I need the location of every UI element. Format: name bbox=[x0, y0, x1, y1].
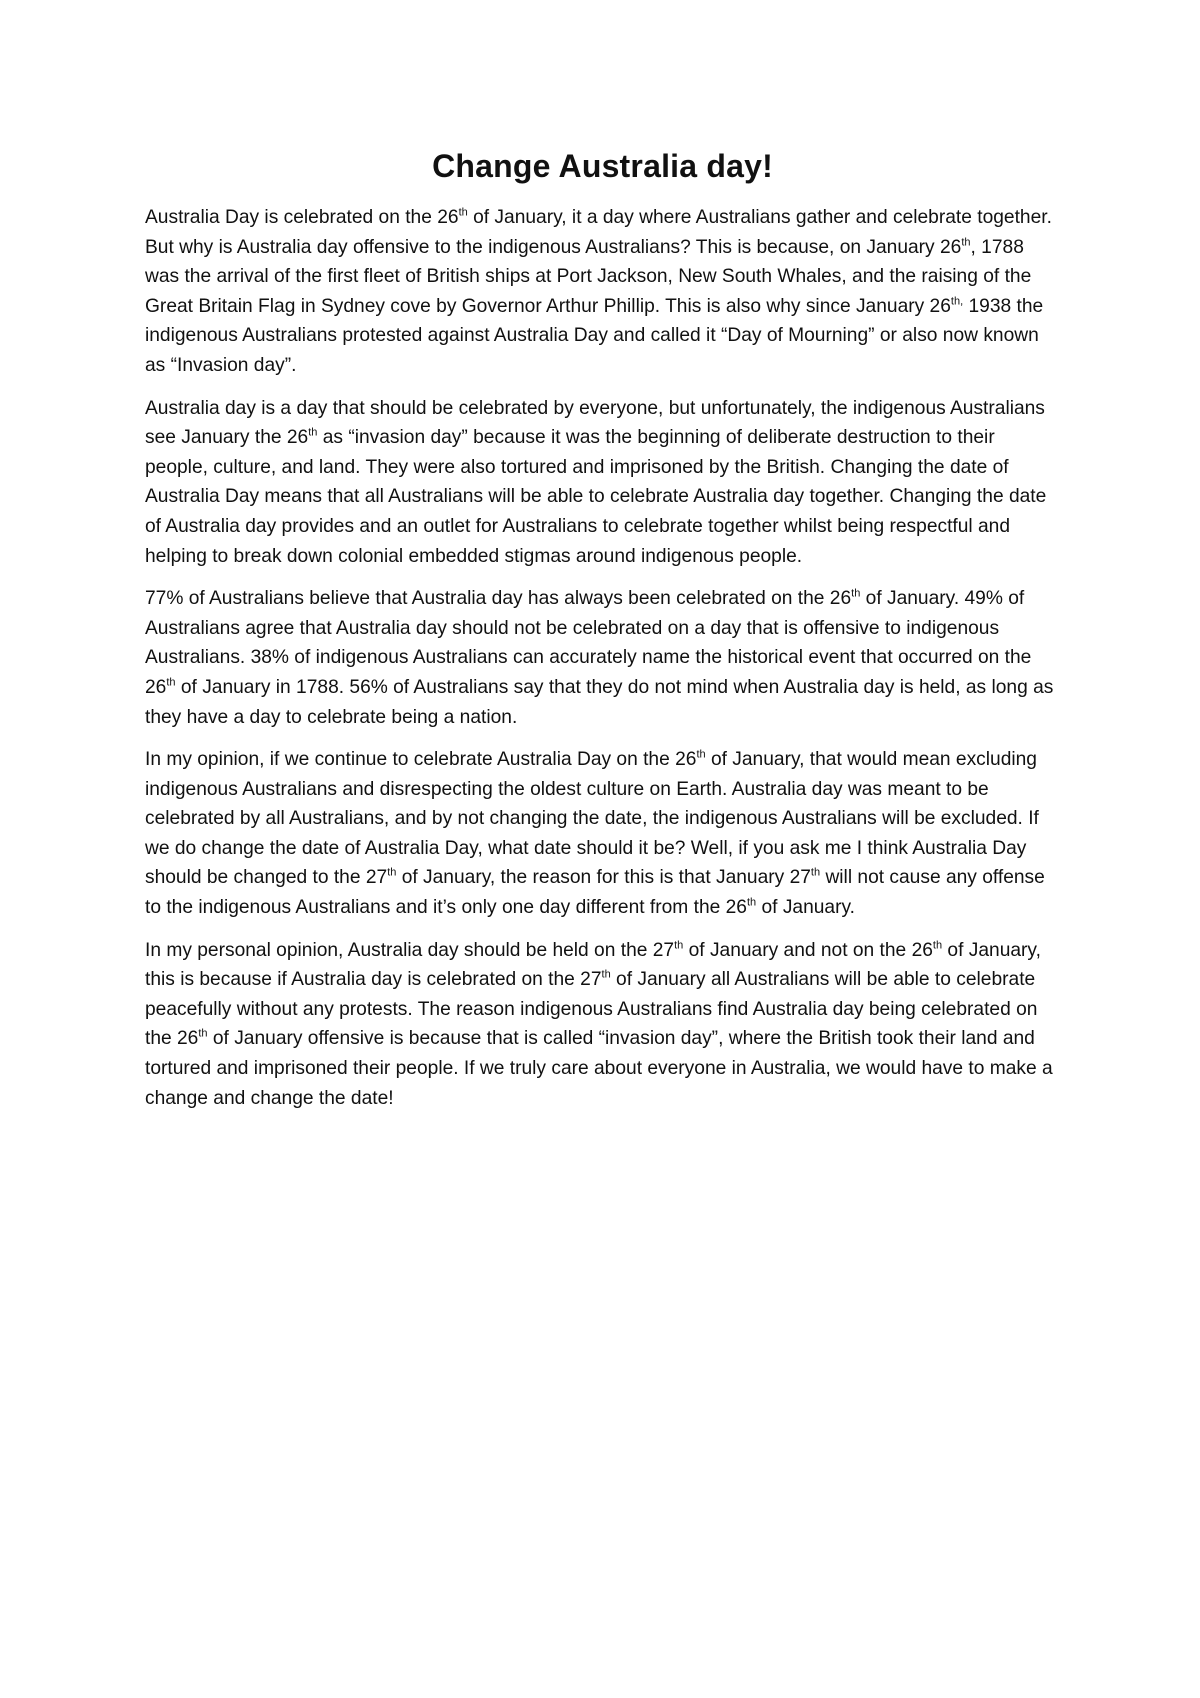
text-run: of January. 49% of Australians agree that Australia day should not be celebrated on a day that is offensive to indigenous Australians. 38% of indigenous Australians can accurately name the historical event that occurred on the 26 bbox=[145, 588, 1032, 698]
ordinal-superscript: th bbox=[746, 896, 757, 909]
body-paragraph bbox=[145, 745, 1060, 923]
text-run: of January, the reason for this is that January 27 bbox=[396, 867, 811, 889]
ordinal-superscript: th bbox=[198, 1028, 208, 1041]
document-title: Change Australia day! bbox=[432, 148, 773, 184]
ordinal-superscript: th bbox=[696, 748, 706, 761]
text-run: of January. bbox=[756, 897, 855, 919]
ordinal-superscript: th bbox=[458, 206, 468, 219]
text-run: will not cause any offense to the indigenous Australians and it’s only one day different from the 26 bbox=[145, 867, 1045, 919]
ordinal-superscript: th, bbox=[950, 295, 964, 308]
ordinal-superscript: th bbox=[308, 426, 318, 439]
ordinal-superscript: th bbox=[810, 867, 821, 880]
text-run: of January in 1788. 56% of Australians say that they do not mind when Australia day is held, as long as they have a day to celebrate being a nation. bbox=[145, 676, 1054, 728]
text-run: of January all Australians will be able to celebrate peacefully without any protests. The reason indigenous Australians find Australia day being celebrated on the 26 bbox=[145, 969, 1038, 1050]
text-run: Australia Day is celebrated on the 26 bbox=[145, 207, 459, 228]
body-paragraph bbox=[145, 584, 1060, 732]
text-run: of January, that would mean excluding indigenous Australians and disrespecting the oldest culture on Earth. Australia day was meant to be celebrated by all Australians, and by not changing the date, the indigenous Australians will be excluded. If we do change the date of Australia Day, what date should it be? Well, if you ask me I think Australia Day should be changed to the 27 bbox=[145, 749, 1039, 889]
text-run: as “invasion day” because it was the beginning of deliberate destruction to their people, culture, and land. They were also tortured and imprisoned by the British. Changing the date of Australia Day means that all Australians will be able to celebrate Australia day together. Changing the date of Australia day provides and an outlet for Australians to celebrate together whilst being respectful and helping to break down colonial embedded stigmas around indigenous people. bbox=[145, 427, 1047, 567]
ordinal-superscript: th bbox=[387, 867, 397, 880]
text-run: 77% of Australians believe that Australia day has always been celebrated on the 26 bbox=[145, 588, 852, 610]
text-run: of January, it a day where Australians gather and celebrate together. But why is Australia day offensive to the indigenous Australians? This is because, on January 26 bbox=[145, 207, 1052, 258]
text-run: of January offensive is because that is called “invasion day”, where the British took their land and tortured and imprisoned their people. If we truly care about everyone in Australia, we would have to make a change and change the date! bbox=[145, 1028, 1053, 1109]
ordinal-superscript: th bbox=[166, 676, 176, 689]
text-run: , 1788 was the arrival of the first fleet of British ships at Port Jackson, New South Whales, and the raising of the Great Britain Flag in Sydney cove by Governor Arthur Phillip. This is also why since January 26 bbox=[145, 236, 1032, 317]
ordinal-superscript: th bbox=[601, 968, 611, 981]
text-run: of January, this is because if Australia day is celebrated on the 27 bbox=[145, 939, 1041, 991]
ordinal-superscript: th bbox=[961, 236, 971, 249]
ordinal-superscript: th bbox=[674, 939, 684, 952]
document-page bbox=[145, 148, 1060, 1126]
body-paragraph bbox=[145, 394, 1060, 572]
text-run: 1938 the indigenous Australians protested against Australia Day and called it “Day of Mourning” or also now known as “Invasion day”. bbox=[145, 295, 1044, 376]
ordinal-superscript: th bbox=[851, 587, 861, 600]
text-run: In my opinion, if we continue to celebrate Australia Day on the 26 bbox=[145, 749, 697, 771]
text-run: of January and not on the 26 bbox=[683, 939, 933, 961]
ordinal-superscript: th bbox=[932, 939, 943, 952]
body-paragraph bbox=[145, 203, 1060, 381]
document-body bbox=[145, 203, 1060, 1113]
text-run: In my personal opinion, Australia day should be held on the 27 bbox=[145, 939, 675, 961]
text-run: Australia day is a day that should be celebrated by everyone, but unfortunately, the indigenous Australians see January the 26 bbox=[145, 397, 1045, 449]
body-paragraph bbox=[145, 936, 1060, 1114]
